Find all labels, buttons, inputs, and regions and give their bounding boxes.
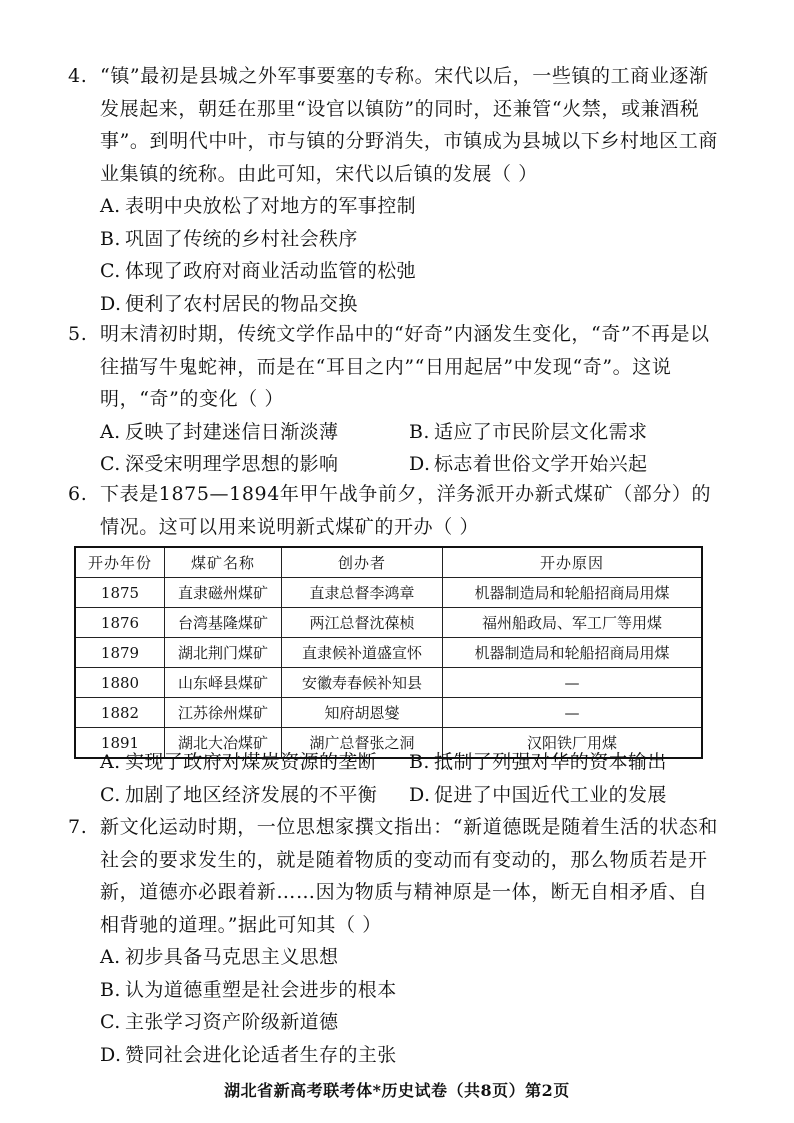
option-row bbox=[68, 416, 718, 449]
table-cell: — bbox=[443, 698, 703, 728]
option-a[interactable]: A. 初步具备马克思主义思想 bbox=[100, 946, 339, 968]
question-7-stem bbox=[68, 811, 718, 941]
table-cell: 1891 bbox=[75, 728, 165, 759]
table-cell: 机器制造局和轮船招商局用煤 bbox=[443, 638, 703, 668]
question-5 bbox=[68, 318, 718, 481]
option-a[interactable]: A. 反映了封建迷信日渐淡薄 bbox=[100, 420, 339, 443]
table-cell: — bbox=[443, 668, 703, 698]
question-text: 新文化运动时期，一位思想家撰文指出：“新道德既是随着生活的状态和社会的要求发生的，就是随着物质的变动而有变动的，那么物质若是开新，道德亦必跟着新……因为物质与精神原是一体，断无自相矛盾、自相背驰的道理。”据此可知其（ ） bbox=[100, 816, 718, 936]
option-row bbox=[68, 779, 718, 812]
option-b[interactable]: B. 抵制了列强对华的资本输出 bbox=[409, 751, 667, 773]
option-row bbox=[68, 746, 718, 779]
table-cell: 1880 bbox=[75, 668, 165, 698]
column-header: 开办原因 bbox=[443, 547, 703, 578]
column-header: 煤矿名称 bbox=[165, 547, 282, 578]
option-a[interactable]: A. 表明中央放松了对地方的军事控制 bbox=[100, 195, 417, 217]
option-b[interactable]: B. 适应了市民阶层文化需求 bbox=[409, 420, 648, 443]
table-cell: 1876 bbox=[75, 608, 165, 638]
table-cell: 两江总督沈葆桢 bbox=[282, 608, 443, 638]
table-row bbox=[75, 608, 702, 638]
column-header: 开办年份 bbox=[75, 547, 165, 578]
table-cell: 山东峄县煤矿 bbox=[165, 668, 282, 698]
table-cell: 汉阳铁厂用煤 bbox=[443, 728, 703, 759]
question-text: 明末清初时期，传统文学作品中的“好奇”内涵发生变化，“奇”不再是以往描写牛鬼蛇神，而是在“耳目之内”“日用起居”中发现“奇”。这说明，“奇”的变化（ ） bbox=[100, 323, 710, 410]
table-cell: 湖广总督张之洞 bbox=[282, 728, 443, 759]
table-cell: 直隶磁州煤矿 bbox=[165, 578, 282, 608]
table-cell: 台湾基隆煤矿 bbox=[165, 608, 282, 638]
question-number: 7. bbox=[68, 816, 88, 838]
question-6-stem bbox=[68, 478, 718, 543]
question-7 bbox=[68, 811, 718, 1071]
question-text: “镇”最初是县城之外军事要塞的专称。宋代以后，一些镇的工商业逐渐发展起来，朝廷在那里“设官以镇防”的同时，还兼管“火禁，或兼酒税事”。到明代中叶，市与镇的分野消失，市镇成为县城以下乡村地区工商业集镇的统称。由此可知，宋代以后镇的发展（ ） bbox=[100, 65, 718, 185]
question-number: 4. bbox=[68, 65, 88, 87]
question-5-stem bbox=[68, 318, 718, 416]
question-4 bbox=[68, 60, 718, 320]
table-cell: 1879 bbox=[75, 638, 165, 668]
option-row bbox=[68, 448, 718, 481]
option-d[interactable]: D. 赞同社会进化论适者生存的主张 bbox=[100, 1043, 397, 1066]
table-cell: 福州船政局、军工厂等用煤 bbox=[443, 608, 703, 638]
question-4-stem bbox=[68, 60, 718, 190]
table-cell: 江苏徐州煤矿 bbox=[165, 698, 282, 728]
option-c[interactable]: C. 体现了政府对商业活动监管的松弛 bbox=[100, 260, 417, 282]
column-header: 创办者 bbox=[282, 547, 443, 578]
table-cell: 安徽寿春候补知县 bbox=[282, 668, 443, 698]
option-d[interactable]: D. 便利了农村居民的物品交换 bbox=[100, 292, 358, 315]
option-b[interactable]: B. 认为道德重塑是社会进步的根本 bbox=[100, 978, 397, 1001]
table-cell: 1882 bbox=[75, 698, 165, 728]
table-row bbox=[75, 698, 702, 728]
question-6-options bbox=[68, 746, 718, 811]
option-b[interactable]: B. 巩固了传统的乡村社会秩序 bbox=[100, 227, 358, 250]
table-cell: 直隶候补道盛宣怀 bbox=[282, 638, 443, 668]
table-cell: 1875 bbox=[75, 578, 165, 608]
option-c[interactable]: C. 主张学习资产阶级新道德 bbox=[100, 1011, 339, 1033]
table-cell: 湖北大冶煤矿 bbox=[165, 728, 282, 759]
option-c[interactable]: C. 深受宋明理学思想的影响 bbox=[100, 453, 339, 475]
page-footer: 湖北省新高考联考体*历史试卷（共8页）第2页 bbox=[224, 1081, 570, 1100]
option-d[interactable]: D. 标志着世俗文学开始兴起 bbox=[409, 453, 648, 475]
table-header-row bbox=[75, 547, 702, 578]
table-row bbox=[75, 578, 702, 608]
table-cell: 直隶总督李鸿章 bbox=[282, 578, 443, 608]
option-c[interactable]: C. 加剧了地区经济发展的不平衡 bbox=[100, 783, 378, 806]
option-d[interactable]: D. 促进了中国近代工业的发展 bbox=[409, 783, 667, 806]
question-text: 下表是1875—1894年甲午战争前夕，洋务派开办新式煤矿（部分）的情况。这可以用来说明新式煤矿的开办（ ） bbox=[100, 483, 712, 538]
coal-mine-table bbox=[74, 546, 703, 759]
table-row bbox=[75, 668, 702, 698]
table-row bbox=[75, 638, 702, 668]
question-number: 6. bbox=[68, 483, 88, 505]
option-a[interactable]: A. 实现了政府对煤炭资源的垄断 bbox=[100, 751, 378, 773]
question-6 bbox=[68, 478, 718, 543]
table-cell: 机器制造局和轮船招商局用煤 bbox=[443, 578, 703, 608]
table-cell: 知府胡恩燮 bbox=[282, 698, 443, 728]
table-cell: 湖北荆门煤矿 bbox=[165, 638, 282, 668]
question-number: 5. bbox=[68, 323, 88, 345]
